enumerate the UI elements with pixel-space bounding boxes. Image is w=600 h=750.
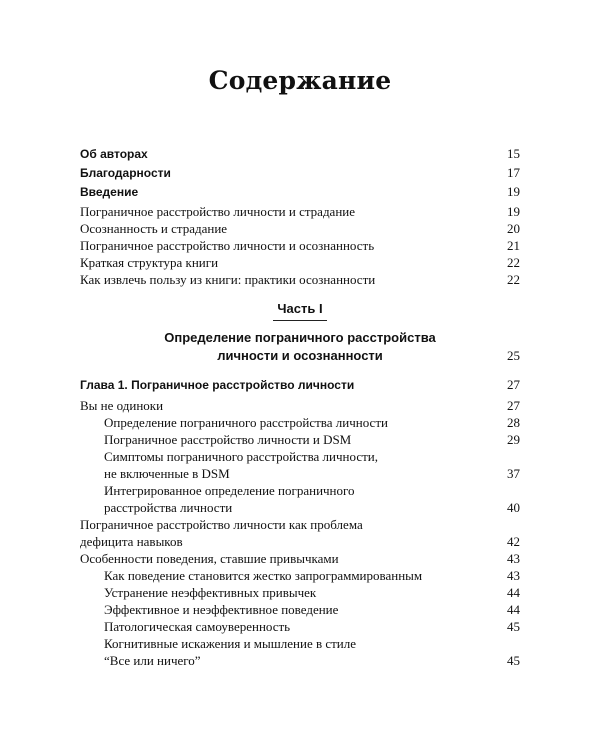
entry-page: 19 bbox=[507, 204, 520, 219]
entry-text: Пограничное расстройство личности и страдание bbox=[80, 204, 356, 219]
toc-entry-line2[interactable] bbox=[80, 533, 520, 551]
toc-entry[interactable] bbox=[80, 397, 520, 415]
entry-text: Пограничное расстройство личности и DSM bbox=[104, 432, 352, 447]
entry-text: Определение пограничного расстройства личности bbox=[104, 415, 388, 430]
toc-subentry-line2[interactable] bbox=[80, 499, 520, 517]
entry-page: 29 bbox=[507, 432, 520, 447]
entry-text: Как поведение становится жестко запрограммированным bbox=[104, 568, 423, 583]
entry-page: 21 bbox=[507, 238, 520, 253]
entry-text-continued: дефицита навыков bbox=[80, 534, 183, 549]
entry-text: Особенности поведения, ставшие привычками bbox=[80, 551, 339, 566]
entry-text: Когнитивные искажения и мышление в стиле bbox=[104, 636, 357, 651]
part-title-line1: Определение пограничного расстройства bbox=[164, 330, 436, 345]
toc-subentry-line2[interactable] bbox=[80, 652, 520, 670]
toc-subentry[interactable] bbox=[80, 431, 520, 449]
toc-entry-line1[interactable] bbox=[80, 516, 520, 534]
entry-text: Пограничное расстройство личности и осознанность bbox=[80, 238, 375, 253]
entry-page: 40 bbox=[507, 500, 520, 515]
entry-page: 22 bbox=[507, 255, 520, 270]
entry-text: Пограничное расстройство личности как проблема bbox=[80, 517, 363, 532]
toc-subentry[interactable] bbox=[80, 414, 520, 432]
entry-page: 37 bbox=[507, 466, 520, 481]
toc-entry-part-title[interactable] bbox=[80, 347, 520, 365]
toc-entry[interactable] bbox=[80, 220, 520, 238]
entry-page: 17 bbox=[507, 165, 520, 180]
entry-text: Осознанность и страдание bbox=[80, 221, 228, 236]
entry-page: 25 bbox=[507, 348, 520, 363]
entry-text: Глава 1. Пограничное расстройство личности bbox=[80, 378, 355, 392]
entry-text: Введение bbox=[80, 185, 139, 199]
page-title: Содержание bbox=[208, 66, 392, 95]
entry-page: 27 bbox=[507, 398, 520, 413]
entry-text: Патологическая самоуверенность bbox=[104, 619, 291, 634]
entry-page: 20 bbox=[507, 221, 520, 236]
entry-text: Симптомы пограничного расстройства личности, bbox=[104, 449, 378, 464]
toc-entry[interactable] bbox=[80, 550, 520, 568]
entry-page: 44 bbox=[507, 585, 520, 600]
toc-subentry[interactable] bbox=[80, 567, 520, 585]
entry-page: 22 bbox=[507, 272, 520, 287]
toc-entry[interactable] bbox=[80, 237, 520, 255]
entry-text-continued: не включенные в DSM bbox=[104, 466, 230, 481]
entry-page: 43 bbox=[507, 551, 520, 566]
toc-entry-chapter-1[interactable] bbox=[80, 376, 520, 394]
entry-page: 28 bbox=[507, 415, 520, 430]
entry-text-continued: “Все или ничего” bbox=[104, 653, 201, 668]
entry-text: Устранение неэффективных привычек bbox=[104, 585, 317, 600]
entry-page: 43 bbox=[507, 568, 520, 583]
entry-page: 44 bbox=[507, 602, 520, 617]
entry-page: 15 bbox=[507, 146, 520, 161]
entry-page: 42 bbox=[507, 534, 520, 549]
toc-entry-acknowledgements[interactable] bbox=[80, 164, 520, 182]
entry-text: Эффективное и неэффективное поведение bbox=[104, 602, 339, 617]
toc-subentry[interactable] bbox=[80, 601, 520, 619]
part-title-line2: личности и осознанности bbox=[217, 348, 383, 363]
entry-text: Благодарности bbox=[80, 166, 171, 180]
entry-text: Об авторах bbox=[80, 147, 148, 161]
toc-entry[interactable] bbox=[80, 254, 520, 272]
entry-page: 45 bbox=[507, 653, 520, 668]
part-divider bbox=[273, 320, 327, 321]
toc-entry[interactable] bbox=[80, 271, 520, 289]
entry-text: Вы не одиноки bbox=[80, 398, 164, 413]
entry-page: 19 bbox=[507, 184, 520, 199]
toc-entry-about-authors[interactable] bbox=[80, 145, 520, 163]
entry-text: Интегрированное определение пограничного bbox=[104, 483, 355, 498]
toc-subentry-line1[interactable] bbox=[80, 482, 520, 500]
entry-text-continued: расстройства личности bbox=[104, 500, 233, 515]
entry-page: 27 bbox=[507, 377, 520, 392]
entry-text: Краткая структура книги bbox=[80, 255, 219, 270]
toc-subentry-line1[interactable] bbox=[80, 635, 520, 653]
toc-subentry-line2[interactable] bbox=[80, 465, 520, 483]
part-label: Часть I bbox=[277, 301, 323, 316]
toc-entry-introduction[interactable] bbox=[80, 183, 520, 201]
entry-page: 45 bbox=[507, 619, 520, 634]
toc-subentry[interactable] bbox=[80, 618, 520, 636]
entry-text: Как извлечь пользу из книги: практики осознанности bbox=[80, 272, 376, 287]
toc-entry[interactable] bbox=[80, 203, 520, 221]
toc-subentry[interactable] bbox=[80, 584, 520, 602]
toc-subentry-line1[interactable] bbox=[80, 448, 520, 466]
